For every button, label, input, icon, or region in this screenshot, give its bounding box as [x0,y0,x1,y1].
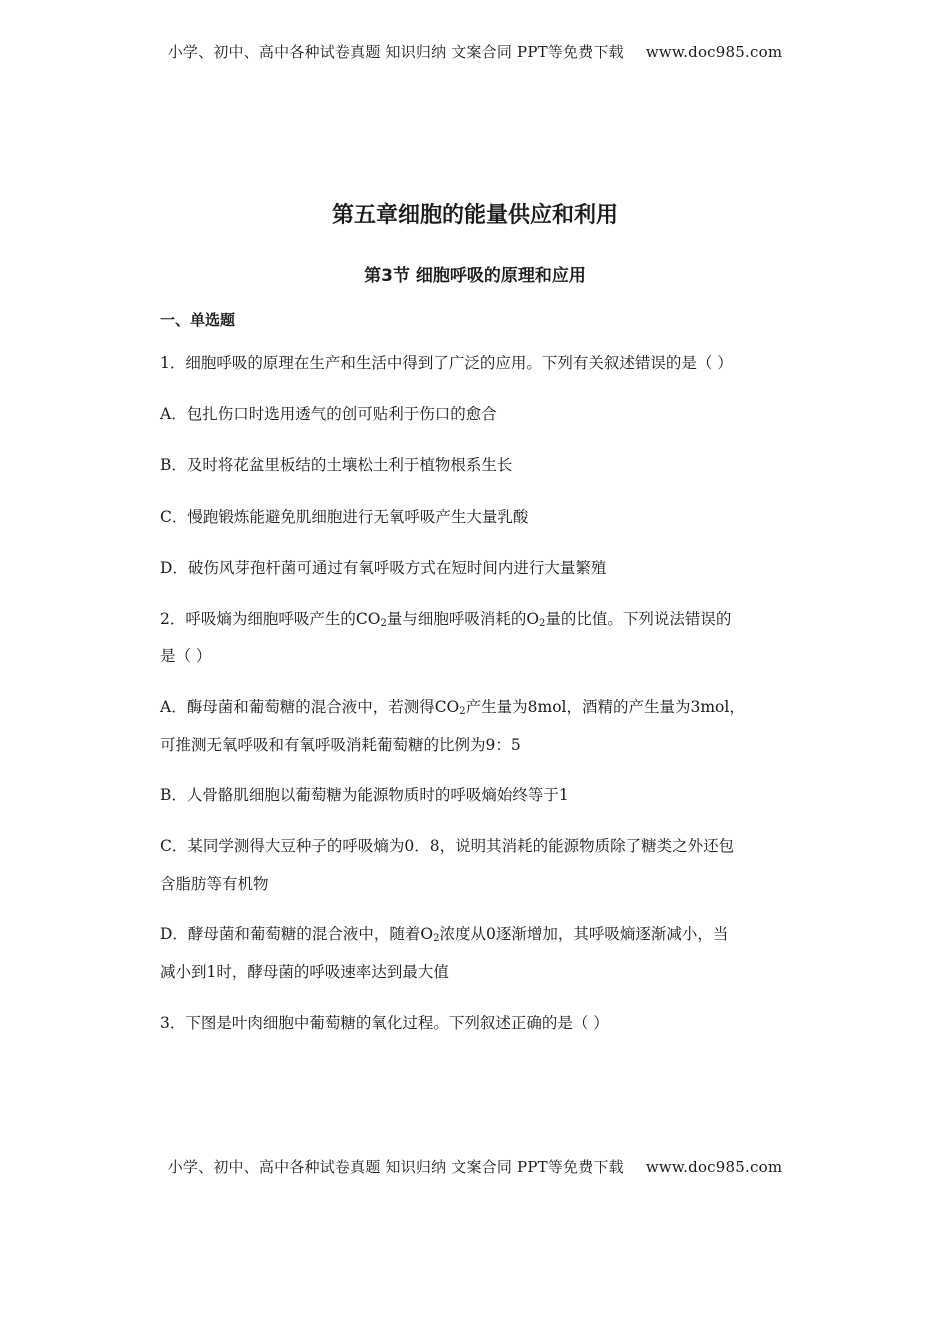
question-2-option-a: A．酶母菌和葡萄糖的混合液中，若测得$CO_2$产生量为8mol，酒精的产生量为3mol， [160,698,745,717]
question-2-stem-continued: 是（ ） [160,647,212,665]
page-footer-banner [0,1156,950,1177]
header-site-link[interactable]: www.doc985.com [645,43,783,61]
header-banner-text: 小学、初中、高中各种试卷真题 知识归纳 文案合同 PPT等免费下载 [167,43,624,61]
question-2-option-a-continued: 可推测无氧呼吸和有氧呼吸消耗葡萄糖的比例为9：5 [160,736,521,754]
question-1-option-c: C．慢跑锻炼能避免肌细胞进行无氧呼吸产生大量乳酸 [160,508,529,526]
question-2-option-c: C．某同学测得大豆种子的呼吸熵为0．8，说明其消耗的能源物质除了糖类之外还包 [160,837,735,855]
part-heading: 一、单选题 [160,311,236,329]
footer-site-link[interactable]: www.doc985.com [645,1158,783,1176]
page-header-banner [0,41,950,62]
footer-banner-text: 小学、初中、高中各种试卷真题 知识归纳 文案合同 PPT等免费下载 [167,1158,624,1176]
question-2-option-c-continued: 含脂肪等有机物 [160,875,269,893]
question-2-stem: 2．呼吸熵为细胞呼吸产生的$CO_2$量与细胞呼吸消耗的$O_2$量的比值。下列说法错误的 [160,610,732,629]
question-1-stem: 1．细胞呼吸的原理在生产和生活中得到了广泛的应用。下列有关叙述错误的是（ ） [160,354,733,372]
question-2-option-b: B．人骨骼肌细胞以葡萄糖为能源物质时的呼吸熵始终等于1 [160,786,569,804]
question-1-option-a: A．包扎伤口时选用透气的创可贴利于伤口的愈合 [160,405,497,423]
chapter-title: 第五章细胞的能量供应和利用 [331,203,618,228]
question-1-option-d: D．破伤风芽孢杆菌可通过有氧呼吸方式在短时间内进行大量繁殖 [160,559,607,577]
question-2-option-d: D．酵母菌和葡萄糖的混合液中，随着$O_2$浓度从0逐渐增加，其呼吸熵逐渐减小，当 [160,925,729,944]
question-3-stem: 3．下图是叶肉细胞中葡萄糖的氧化过程。下列叙述正确的是（ ） [160,1014,609,1032]
question-1-option-b: B．及时将花盆里板结的土壤松土利于植物根系生长 [160,456,513,474]
section-title: 第3节 细胞呼吸的原理和应用 [364,266,586,286]
question-2-option-d-continued: 减小到1时，酵母菌的呼吸速率达到最大值 [160,963,449,981]
